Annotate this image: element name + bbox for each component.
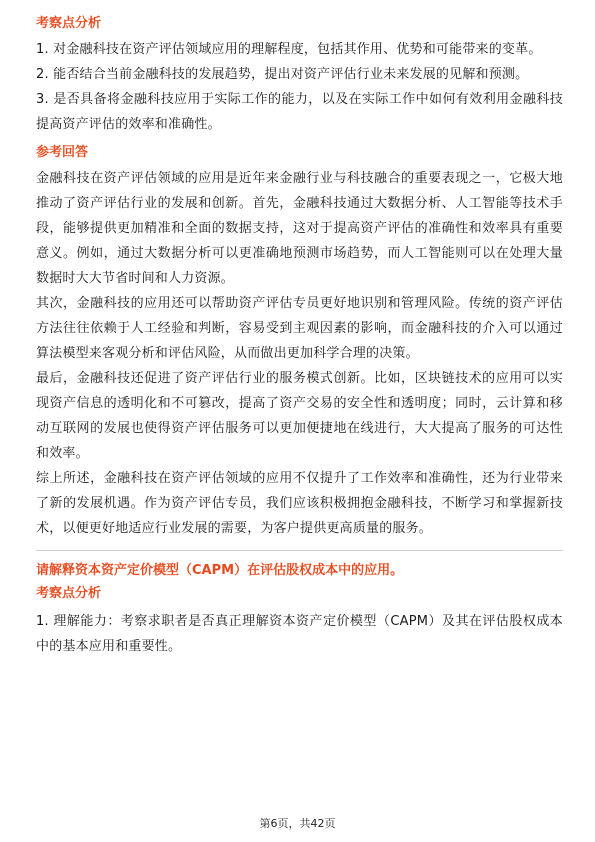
analysis-item-2: 2. 能否结合当前金融科技的发展趋势，提出对资产评估行业未来发展的见解和预测。 [36,67,529,82]
analysis-item-q2-1: 1. 理解能力：考察求职者是否真正理解资本资产定价模型（CAPM）及其在评估股权成本中的基本应用和重要性。 [36,614,563,654]
answer-paragraph-3: 最后，金融科技还促进了资产评估行业的服务模式创新。比如，区块链技术的应用可以实现资产信息的透明化和不可篡改，提高了资产交易的安全性和透明度；同时，云计算和移动互联网的发展也使得资产评估服务可以更加便捷地在线进行，大大提高了服务的可达性和效率。 [36,371,563,461]
page-number-footer: 第6页，共42页 [259,817,336,830]
section-heading-analysis-2: 考察点分析 [36,586,102,601]
question-title: 请解释资本资产定价模型（CAPM）在评估股权成本中的应用。 [36,563,404,578]
document-page [36,14,563,659]
section-heading-answer: 参考回答 [36,145,89,160]
section-heading-analysis: 考察点分析 [36,16,102,31]
analysis-item-3: 3. 是否具备将金融科技应用于实际工作的能力，以及在实际工作中如何有效利用金融科技提高资产评估的效率和准确性。 [36,92,563,132]
answer-paragraph-2: 其次，金融科技的应用还可以帮助资产评估专员更好地识别和管理风险。传统的资产评估方法往往依赖于人工经验和判断，容易受到主观因素的影响，而金融科技的介入可以通过算法模型来客观分析和评估风险，从而做出更加科学合理的决策。 [36,296,563,361]
answer-paragraph-1: 金融科技在资产评估领域的应用是近年来金融行业与科技融合的重要表现之一，它极大地推动了资产评估行业的发展和创新。首先，金融科技通过大数据分析、人工智能等技术手段，能够提供更加精准和全面的数据支持，这对于提高资产评估的准确性和效率具有重要意义。例如，通过大数据分析可以更准确地预测市场趋势，而人工智能则可以在处理大量数据时大大节省时间和人力资源。 [36,171,563,286]
section-divider [36,550,563,551]
analysis-item-1: 1. 对金融科技在资产评估领域应用的理解程度，包括其作用、优势和可能带来的变革。 [36,42,542,57]
answer-paragraph-4: 综上所述，金融科技在资产评估领域的应用不仅提升了工作效率和准确性，还为行业带来了新的发展机遇。作为资产评估专员，我们应该积极拥抱金融科技，不断学习和掌握新技术，以便更好地适应行业发展的需要，为客户提供更高质量的服务。 [36,471,563,536]
